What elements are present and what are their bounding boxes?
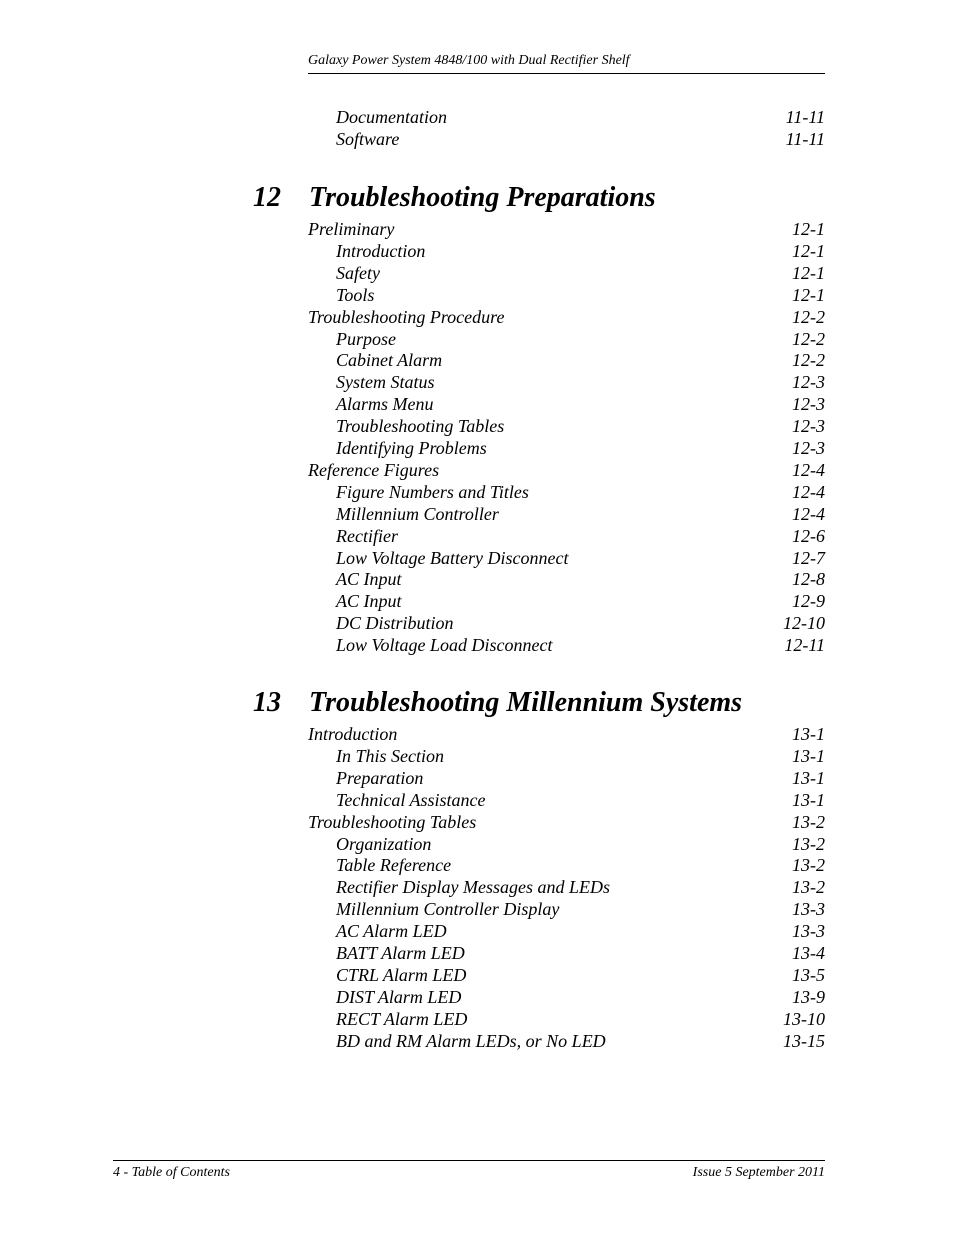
- toc-entry-title: Troubleshooting Procedure: [308, 306, 505, 327]
- chapter-heading: [253, 686, 742, 720]
- toc-entry: [336, 920, 825, 942]
- toc-entry-page: 12-2: [792, 350, 825, 371]
- toc-entry-page: 12-1: [792, 262, 825, 283]
- toc-entry-page: 12-8: [792, 569, 825, 590]
- toc-entry-page: 13-4: [792, 943, 825, 963]
- toc-entry-title: DC Distribution: [336, 613, 454, 634]
- toc-entry-page: 12-2: [792, 328, 825, 349]
- toc-entry: [336, 634, 825, 656]
- toc-entry: [336, 437, 825, 459]
- toc-entry: [336, 415, 825, 437]
- toc-entry-title: Documentation: [336, 107, 447, 127]
- toc-entry: [336, 262, 825, 284]
- toc-entry-title: Reference Figures: [308, 459, 440, 480]
- chapter-heading: [253, 181, 656, 215]
- toc-entry: [308, 811, 825, 833]
- toc-entry-page: 13-1: [792, 789, 825, 810]
- toc-entry: [336, 349, 825, 371]
- toc-entry-title: Preliminary: [308, 219, 395, 239]
- toc-entry-title: Alarms Menu: [336, 394, 434, 415]
- toc-entry: [336, 1030, 825, 1052]
- toc-entry-title: Low Voltage Load Disconnect: [336, 635, 553, 656]
- toc-entry-title: DIST Alarm LED: [336, 986, 462, 1007]
- toc-entry: [336, 1008, 825, 1030]
- toc-entry: [336, 942, 825, 964]
- toc-entry: [336, 745, 825, 767]
- toc-entry-page: 12-4: [792, 459, 825, 480]
- toc-entry-title: BD and RM Alarm LEDs, or No LED: [336, 1030, 606, 1051]
- toc-entry: [336, 833, 825, 855]
- toc-entry-page: 12-4: [792, 481, 825, 502]
- toc-entry: [308, 459, 825, 481]
- toc-entry-title: System Status: [336, 372, 435, 393]
- toc-entry-page: 13-15: [783, 1030, 825, 1051]
- footer-left: 4 - Table of Contents: [113, 1165, 230, 1180]
- toc-entry: [336, 328, 825, 350]
- toc-entry: [308, 723, 825, 745]
- toc-entry-page: 12-9: [792, 591, 825, 612]
- toc-entry-title: Millennium Controller Display: [336, 899, 560, 920]
- toc-entry-title: Software: [336, 128, 400, 149]
- chapter-title: Troubleshooting Preparations: [309, 182, 656, 213]
- running-header: [308, 52, 825, 74]
- toc-entry: [336, 568, 825, 590]
- toc-entry-title: AC Input: [336, 591, 402, 612]
- toc-entry-page: 12-11: [784, 635, 825, 656]
- toc-entry-page: 11-11: [785, 107, 825, 127]
- toc-entry: [336, 240, 825, 262]
- toc-entry-page: 12-1: [792, 219, 825, 239]
- toc-entry: [336, 547, 825, 569]
- chapter-number: 13: [253, 687, 281, 718]
- toc-entry-title: AC Alarm LED: [336, 921, 447, 942]
- toc-entry-title: Safety: [336, 262, 380, 283]
- toc-entry-page: 12-4: [792, 503, 825, 524]
- toc-entry-title: Cabinet Alarm: [336, 350, 443, 371]
- toc-entry-title: Tools: [336, 284, 375, 305]
- toc-entry: [336, 898, 825, 920]
- toc-entry: [308, 218, 825, 240]
- toc-entry: [336, 503, 825, 525]
- toc-entry-page: 12-1: [792, 240, 825, 261]
- toc-entry-page: 13-1: [792, 745, 825, 766]
- toc-entry-page: 13-2: [792, 811, 825, 832]
- toc-entry-page: 12-6: [792, 525, 825, 546]
- toc-entry-page: 12-7: [792, 547, 825, 568]
- toc-entry-title: RECT Alarm LED: [336, 1008, 468, 1029]
- toc-entry: [336, 525, 825, 547]
- toc-entry-page: 12-3: [792, 416, 825, 437]
- toc-entry-page: 13-1: [792, 767, 825, 788]
- toc-entry-title: Table Reference: [336, 855, 452, 876]
- toc-entry: [336, 371, 825, 393]
- toc-entry: [336, 964, 825, 986]
- toc-entry-page: 12-3: [792, 394, 825, 415]
- toc-entry-page: 11-11: [785, 128, 825, 149]
- toc-entry-title: AC Input: [336, 569, 402, 590]
- toc-entry: [308, 306, 825, 328]
- toc-entry-title: Introduction: [336, 240, 426, 261]
- chapter-number: 12: [253, 182, 281, 213]
- toc-entry: [336, 481, 825, 503]
- toc-entry: [336, 393, 825, 415]
- toc-entry-title: Millennium Controller: [336, 503, 499, 524]
- toc-entry-page: 13-9: [792, 986, 825, 1007]
- toc-entry-title: Organization: [336, 833, 432, 854]
- toc-entry-title: Troubleshooting Tables: [308, 811, 477, 832]
- toc-entry-page: 12-3: [792, 372, 825, 393]
- toc-entry-page: 12-3: [792, 438, 825, 458]
- toc-entry-page: 13-10: [783, 1008, 825, 1029]
- toc-entry: [336, 986, 825, 1008]
- toc-entry-title: Identifying Problems: [336, 438, 487, 458]
- toc-entry-page: 13-3: [792, 899, 825, 920]
- toc-entry-title: In This Section: [336, 745, 444, 766]
- toc-entry-title: Low Voltage Battery Disconnect: [336, 547, 569, 568]
- toc-entry-title: Rectifier Display Messages and LEDs: [336, 877, 610, 898]
- toc-entry: [336, 789, 825, 811]
- toc-entry-title: Introduction: [308, 724, 398, 744]
- toc-entry-title: BATT Alarm LED: [336, 943, 465, 963]
- chapter-title: Troubleshooting Millennium Systems: [309, 687, 743, 718]
- toc-entry: [336, 128, 825, 150]
- toc-entry-page: 13-2: [792, 833, 825, 854]
- toc-entry: [336, 767, 825, 789]
- toc-entry-title: Preparation: [336, 767, 424, 788]
- toc-entry-title: Figure Numbers and Titles: [336, 481, 529, 502]
- running-footer: [113, 1160, 825, 1182]
- toc-entry: [336, 284, 825, 306]
- toc-entry-title: Troubleshooting Tables: [336, 416, 505, 437]
- toc-entry-page: 12-10: [783, 613, 825, 634]
- footer-right: Issue 5 September 2011: [692, 1165, 825, 1180]
- toc-entry: [336, 876, 825, 898]
- toc-entry: [336, 612, 825, 634]
- toc-entry-page: 12-2: [792, 306, 825, 327]
- toc-entry-title: Rectifier: [336, 525, 398, 546]
- toc-entry-page: 13-2: [792, 877, 825, 898]
- toc-entry-page: 13-3: [792, 921, 825, 942]
- toc-entry-title: Purpose: [336, 328, 396, 349]
- toc-entry-title: Technical Assistance: [336, 789, 486, 810]
- toc-entry-page: 13-5: [792, 964, 825, 985]
- toc-entry-page: 13-2: [792, 855, 825, 876]
- toc-entry-page: 12-1: [792, 284, 825, 305]
- toc-entry: [336, 854, 825, 876]
- toc-entry-title: CTRL Alarm LED: [336, 964, 467, 985]
- header-title: Galaxy Power System 4848/100 with Dual Rectifier Shelf: [308, 53, 630, 68]
- toc-entry: [336, 106, 825, 128]
- toc-entry: [336, 590, 825, 612]
- toc-entry-page: 13-1: [792, 724, 825, 744]
